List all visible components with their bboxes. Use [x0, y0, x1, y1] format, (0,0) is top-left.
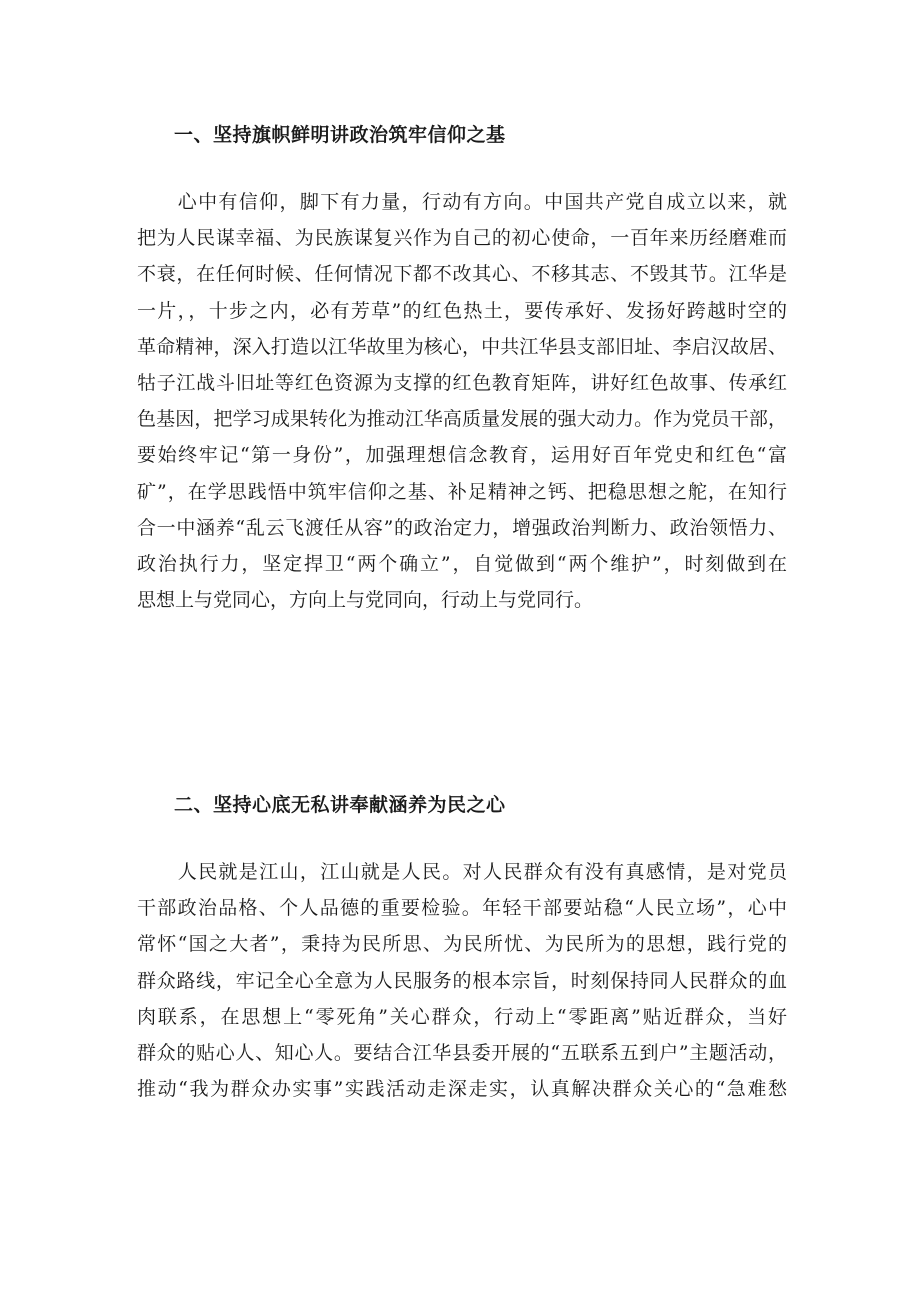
section-heading-2: 二、坚持心底无私讲奉献涵养为民之心 — [174, 794, 506, 816]
paragraph-line: 常怀“国之大者”，秉持为民所思、为民所忧、为民所为的思想，践行党的 — [137, 933, 787, 956]
section-paragraph-2 — [137, 854, 787, 1107]
paragraph-line: 不衰，在任何时候、任何情况下都不改其心、不移其志、不毁其节。江华是 — [137, 263, 787, 286]
paragraph-line: 干部政治品格、个人品德的重要检验。年轻干部要站稳“人民立场”，心中 — [137, 897, 787, 920]
paragraph-line: 政治执行力，坚定捍卫“两个确立”，自觉做到“两个维护”，时刻做到在 — [137, 552, 787, 575]
paragraph-line: 推动“我为群众办实事”实践活动走深走实，认真解决群众关心的“急难愁 — [137, 1078, 787, 1101]
paragraph-line: 肉联系，在思想上“零死角”关心群众，行动上“零距离”贴近群众，当好 — [137, 1005, 787, 1028]
paragraph-line: 思想上与党同心，方向上与党同向，行动上与党同行。 — [137, 589, 594, 612]
paragraph-line: 心中有信仰，脚下有力量，行动有方向。中国共产党自成立以来，就 — [137, 191, 787, 213]
paragraph-line: 一片，，十步之内，必有芳草”的红色热土，要传承好、发扬好跨越时空的 — [137, 299, 787, 322]
paragraph-line: 矿”，在学思践悟中筑牢信仰之基、补足精神之钙、把稳思想之舵，在知行 — [137, 480, 787, 503]
paragraph-line: 革命精神，深入打造以江华故里为核心，中共江华县支部旧址、李启汉故居、 — [137, 335, 787, 358]
paragraph-line: 合一中涵养“乱云飞渡任从容”的政治定力，增强政治判断力、政治领悟力、 — [137, 516, 787, 539]
paragraph-line: 群众路线，牢记全心全意为人民服务的根本宗旨，时刻保持同人民群众的血 — [137, 969, 787, 992]
section-paragraph-1 — [137, 184, 787, 618]
paragraph-line: 把为人民谋幸福、为民族谋复兴作为自己的初心使命，一百年来历经磨难而 — [137, 227, 787, 250]
section-heading-1: 一、坚持旗帜鲜明讲政治筑牢信仰之基 — [174, 124, 506, 146]
paragraph-line: 群众的贴心人、知心人。要结合江华县委开展的“五联系五到户”主题活动， — [137, 1041, 787, 1064]
paragraph-line: 牯子江战斗旧址等红色资源为支撑的红色教育矩阵，讲好红色故事、传承红 — [137, 371, 787, 394]
paragraph-line: 要始终牢记“第一身份”，加强理想信念教育，运用好百年党史和红色“富 — [137, 444, 787, 467]
paragraph-line: 人民就是江山，江山就是人民。对人民群众有没有真感情，是对党员 — [137, 861, 787, 883]
paragraph-line: 色基因，把学习成果转化为推动江华高质量发展的强大动力。作为党员干部， — [137, 408, 787, 431]
